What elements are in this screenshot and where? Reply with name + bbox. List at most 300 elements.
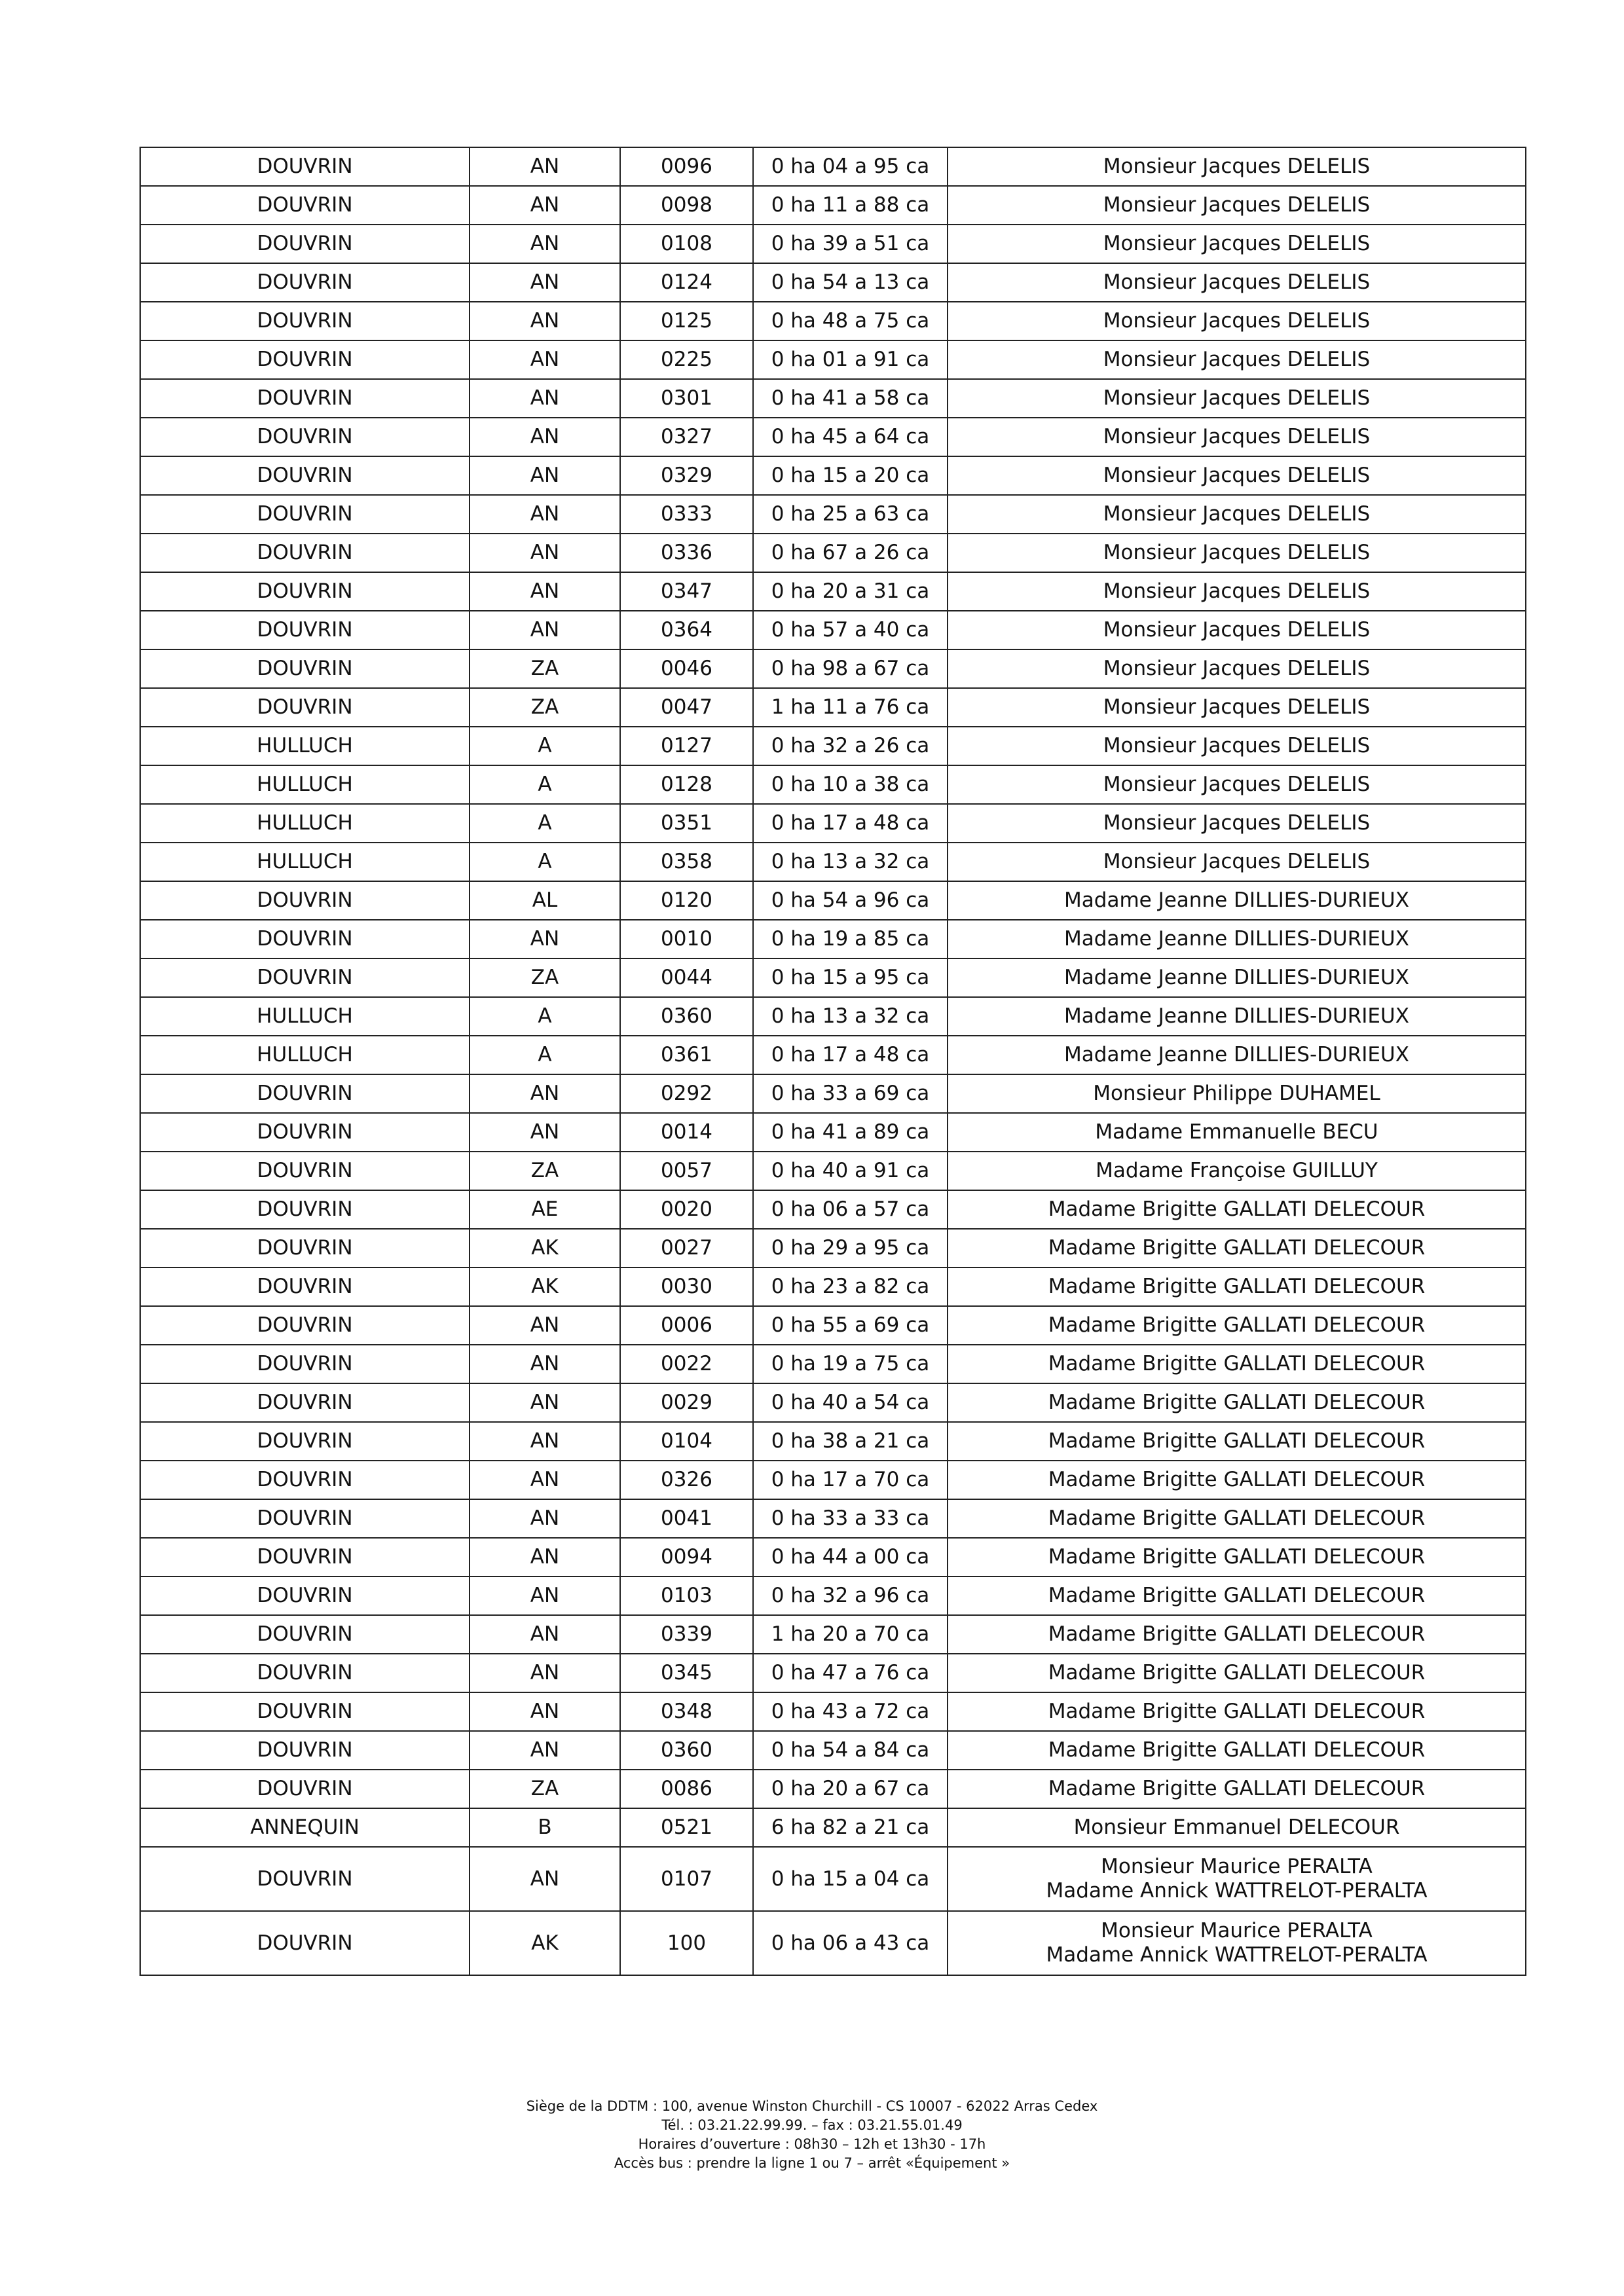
section-cell: AN	[470, 1422, 620, 1461]
surface-cell: 0 ha 39 a 51 ca	[753, 225, 948, 263]
table-row	[140, 572, 1526, 611]
owner-cell	[948, 688, 1526, 727]
owner-name: Madame Brigitte GALLATI DELECOUR	[1048, 1584, 1426, 1607]
owner-name: Madame Brigitte GALLATI DELECOUR	[1048, 1738, 1426, 1762]
table-row	[140, 1074, 1526, 1113]
commune-cell: DOUVRIN	[140, 920, 470, 958]
owner-name: Monsieur Jacques DELELIS	[1103, 386, 1371, 410]
owner-name: Madame Jeanne DILLIES-DURIEUX	[1064, 888, 1409, 912]
surface-cell: 0 ha 23 a 82 ca	[753, 1267, 948, 1306]
owner-cell	[948, 1808, 1526, 1847]
surface-cell: 0 ha 48 a 75 ca	[753, 302, 948, 340]
commune-cell: DOUVRIN	[140, 379, 470, 418]
owner-name: Madame Brigitte GALLATI DELECOUR	[1048, 1468, 1426, 1491]
commune-cell: DOUVRIN	[140, 1152, 470, 1190]
commune-cell: DOUVRIN	[140, 186, 470, 225]
commune-cell: DOUVRIN	[140, 572, 470, 611]
parcel-number-cell: 100	[620, 1911, 753, 1975]
owner-cell	[948, 1538, 1526, 1576]
commune-cell: DOUVRIN	[140, 418, 470, 456]
parcel-number-cell: 0120	[620, 881, 753, 920]
owner-name: Monsieur Jacques DELELIS	[1103, 657, 1371, 680]
section-cell: ZA	[470, 958, 620, 997]
parcel-number-cell: 0086	[620, 1770, 753, 1808]
owner-cell	[948, 997, 1526, 1036]
owner-name: Monsieur Jacques DELELIS	[1103, 425, 1371, 448]
section-cell: ZA	[470, 1152, 620, 1190]
table-row	[140, 1615, 1526, 1654]
parcel-number-cell: 0348	[620, 1692, 753, 1731]
footer-line: Accès bus : prendre la ligne 1 ou 7 – arrêt «Équipement »	[614, 2155, 1010, 2171]
surface-cell: 0 ha 20 a 31 ca	[753, 572, 948, 611]
table-row	[140, 302, 1526, 340]
owner-name: Monsieur Philippe DUHAMEL	[1093, 1082, 1380, 1105]
commune-cell: DOUVRIN	[140, 1461, 470, 1499]
parcel-number-cell: 0010	[620, 920, 753, 958]
owner-name: Madame Brigitte GALLATI DELECOUR	[1048, 1661, 1426, 1685]
table-row	[140, 958, 1526, 997]
parcel-number-cell: 0057	[620, 1152, 753, 1190]
owner-cell	[948, 920, 1526, 958]
commune-cell: DOUVRIN	[140, 1654, 470, 1692]
surface-cell: 0 ha 54 a 96 ca	[753, 881, 948, 920]
parcel-number-cell: 0360	[620, 1731, 753, 1770]
table-row	[140, 225, 1526, 263]
owner-name: Monsieur Jacques DELELIS	[1103, 618, 1371, 642]
owner-name: Madame Jeanne DILLIES-DURIEUX	[1064, 1043, 1409, 1066]
commune-cell: DOUVRIN	[140, 1615, 470, 1654]
section-cell: AN	[470, 340, 620, 379]
owner-name: Monsieur Jacques DELELIS	[1103, 811, 1371, 835]
owner-name: Monsieur Maurice PERALTA	[1101, 1919, 1373, 1942]
owner-name: Madame Brigitte GALLATI DELECOUR	[1048, 1391, 1426, 1414]
owner-name: Monsieur Jacques DELELIS	[1103, 541, 1371, 564]
table-row	[140, 534, 1526, 572]
surface-cell: 0 ha 15 a 20 ca	[753, 456, 948, 495]
commune-cell: DOUVRIN	[140, 302, 470, 340]
parcel-number-cell: 0047	[620, 688, 753, 727]
table-row	[140, 1113, 1526, 1152]
commune-cell: DOUVRIN	[140, 1306, 470, 1345]
owner-cell	[948, 1911, 1526, 1975]
surface-cell: 0 ha 15 a 95 ca	[753, 958, 948, 997]
commune-cell: DOUVRIN	[140, 1422, 470, 1461]
section-cell: A	[470, 765, 620, 804]
parcel-number-cell: 0096	[620, 147, 753, 186]
parcel-number-cell: 0127	[620, 727, 753, 765]
table-row	[140, 1229, 1526, 1267]
section-cell: AN	[470, 1383, 620, 1422]
parcel-number-cell: 0044	[620, 958, 753, 997]
owner-name: Madame Brigitte GALLATI DELECOUR	[1048, 1622, 1426, 1646]
owner-name: Monsieur Jacques DELELIS	[1103, 348, 1371, 371]
commune-cell: DOUVRIN	[140, 456, 470, 495]
owner-name: Madame Emmanuelle BECU	[1095, 1120, 1378, 1144]
parcel-number-cell: 0128	[620, 765, 753, 804]
table-row	[140, 186, 1526, 225]
owner-cell	[948, 881, 1526, 920]
parcel-number-cell: 0364	[620, 611, 753, 649]
surface-cell: 0 ha 54 a 84 ca	[753, 1731, 948, 1770]
parcel-number-cell: 0326	[620, 1461, 753, 1499]
table-row	[140, 495, 1526, 534]
owner-cell	[948, 456, 1526, 495]
surface-cell: 0 ha 38 a 21 ca	[753, 1422, 948, 1461]
table-row	[140, 1692, 1526, 1731]
section-cell: AN	[470, 1654, 620, 1692]
owner-cell	[948, 1113, 1526, 1152]
owner-cell	[948, 1654, 1526, 1692]
table-row	[140, 263, 1526, 302]
commune-cell: DOUVRIN	[140, 147, 470, 186]
commune-cell: DOUVRIN	[140, 1345, 470, 1383]
owner-name: Monsieur Emmanuel DELECOUR	[1073, 1815, 1400, 1839]
section-cell: AK	[470, 1267, 620, 1306]
section-cell: AN	[470, 456, 620, 495]
owner-name: Madame Jeanne DILLIES-DURIEUX	[1064, 1004, 1409, 1028]
parcel-number-cell: 0108	[620, 225, 753, 263]
owner-cell	[948, 495, 1526, 534]
commune-cell: DOUVRIN	[140, 1847, 470, 1911]
surface-cell: 0 ha 04 a 95 ca	[753, 147, 948, 186]
commune-cell: DOUVRIN	[140, 1692, 470, 1731]
owner-cell	[948, 1847, 1526, 1911]
owner-name: Monsieur Jacques DELELIS	[1103, 193, 1371, 217]
owner-name: Madame Brigitte GALLATI DELECOUR	[1048, 1429, 1426, 1453]
commune-cell: DOUVRIN	[140, 1229, 470, 1267]
owner-cell	[948, 1345, 1526, 1383]
commune-cell: DOUVRIN	[140, 1538, 470, 1576]
parcel-number-cell: 0022	[620, 1345, 753, 1383]
surface-cell: 0 ha 54 a 13 ca	[753, 263, 948, 302]
owner-name: Madame Brigitte GALLATI DELECOUR	[1048, 1313, 1426, 1337]
surface-cell: 0 ha 20 a 67 ca	[753, 1770, 948, 1808]
owner-cell	[948, 534, 1526, 572]
parcel-number-cell: 0327	[620, 418, 753, 456]
commune-cell: DOUVRIN	[140, 495, 470, 534]
section-cell: AN	[470, 263, 620, 302]
owner-name: Madame Brigitte GALLATI DELECOUR	[1048, 1545, 1426, 1569]
surface-cell: 0 ha 06 a 57 ca	[753, 1190, 948, 1229]
table-row	[140, 1911, 1526, 1975]
owner-cell	[948, 1267, 1526, 1306]
section-cell: AN	[470, 534, 620, 572]
owner-cell	[948, 1152, 1526, 1190]
commune-cell: DOUVRIN	[140, 611, 470, 649]
parcel-number-cell: 0336	[620, 534, 753, 572]
commune-cell: DOUVRIN	[140, 958, 470, 997]
table-row	[140, 1808, 1526, 1847]
table-row	[140, 1383, 1526, 1422]
commune-cell: HULLUCH	[140, 1036, 470, 1074]
owner-name: Monsieur Jacques DELELIS	[1103, 502, 1371, 526]
section-cell: A	[470, 727, 620, 765]
owner-name: Monsieur Jacques DELELIS	[1103, 850, 1371, 873]
owner-cell	[948, 340, 1526, 379]
section-cell: AN	[470, 611, 620, 649]
surface-cell: 0 ha 33 a 33 ca	[753, 1499, 948, 1538]
owner-cell	[948, 147, 1526, 186]
owner-cell	[948, 727, 1526, 765]
commune-cell: DOUVRIN	[140, 1074, 470, 1113]
parcel-number-cell: 0029	[620, 1383, 753, 1422]
owner-name: Madame Jeanne DILLIES-DURIEUX	[1064, 966, 1409, 989]
parcel-number-cell: 0329	[620, 456, 753, 495]
owner-name: Monsieur Jacques DELELIS	[1103, 579, 1371, 603]
commune-cell: HULLUCH	[140, 804, 470, 843]
owner-cell	[948, 1499, 1526, 1538]
owner-cell	[948, 225, 1526, 263]
surface-cell: 0 ha 17 a 70 ca	[753, 1461, 948, 1499]
table-row	[140, 1654, 1526, 1692]
owner-cell	[948, 302, 1526, 340]
owner-cell	[948, 1461, 1526, 1499]
parcel-number-cell: 0361	[620, 1036, 753, 1074]
table-row	[140, 765, 1526, 804]
section-cell: ZA	[470, 649, 620, 688]
parcel-number-cell: 0098	[620, 186, 753, 225]
commune-cell: ANNEQUIN	[140, 1808, 470, 1847]
parcel-table	[139, 147, 1526, 1976]
table-row	[140, 920, 1526, 958]
owner-cell	[948, 611, 1526, 649]
owner-name: Monsieur Jacques DELELIS	[1103, 155, 1371, 178]
surface-cell: 0 ha 43 a 72 ca	[753, 1692, 948, 1731]
section-cell: AN	[470, 1847, 620, 1911]
table-row	[140, 456, 1526, 495]
parcel-number-cell: 0125	[620, 302, 753, 340]
section-cell: AE	[470, 1190, 620, 1229]
owner-cell	[948, 1383, 1526, 1422]
surface-cell: 0 ha 13 a 32 ca	[753, 997, 948, 1036]
commune-cell: DOUVRIN	[140, 534, 470, 572]
section-cell: AN	[470, 1074, 620, 1113]
table-row	[140, 997, 1526, 1036]
commune-cell: DOUVRIN	[140, 1113, 470, 1152]
surface-cell: 0 ha 17 a 48 ca	[753, 804, 948, 843]
table-row	[140, 1499, 1526, 1538]
parcel-number-cell: 0347	[620, 572, 753, 611]
parcel-number-cell: 0094	[620, 1538, 753, 1576]
section-cell: AN	[470, 186, 620, 225]
owner-cell	[948, 379, 1526, 418]
surface-cell: 0 ha 41 a 58 ca	[753, 379, 948, 418]
owner-name: Monsieur Jacques DELELIS	[1103, 270, 1371, 294]
commune-cell: DOUVRIN	[140, 225, 470, 263]
owner-cell	[948, 1306, 1526, 1345]
footer-line: Siège de la DDTM : 100, avenue Winston Churchill - CS 10007 - 62022 Arras Cedex	[526, 2098, 1098, 2114]
commune-cell: DOUVRIN	[140, 1731, 470, 1770]
surface-cell: 0 ha 40 a 91 ca	[753, 1152, 948, 1190]
parcel-number-cell: 0521	[620, 1808, 753, 1847]
commune-cell: DOUVRIN	[140, 649, 470, 688]
owner-name: Madame Brigitte GALLATI DELECOUR	[1048, 1352, 1426, 1376]
owner-name: Madame Brigitte GALLATI DELECOUR	[1048, 1506, 1426, 1530]
table-row	[140, 1461, 1526, 1499]
owner-name: Monsieur Jacques DELELIS	[1103, 309, 1371, 333]
section-cell: AN	[470, 1306, 620, 1345]
owner-cell	[948, 418, 1526, 456]
owner-name: Madame Jeanne DILLIES-DURIEUX	[1064, 927, 1409, 951]
table-row	[140, 340, 1526, 379]
section-cell: B	[470, 1808, 620, 1847]
surface-cell: 0 ha 19 a 85 ca	[753, 920, 948, 958]
section-cell: AN	[470, 1538, 620, 1576]
owner-cell	[948, 649, 1526, 688]
parcel-number-cell: 0345	[620, 1654, 753, 1692]
section-cell: ZA	[470, 1770, 620, 1808]
section-cell: A	[470, 804, 620, 843]
owner-name: Monsieur Jacques DELELIS	[1103, 734, 1371, 757]
owner-cell	[948, 263, 1526, 302]
parcel-number-cell: 0020	[620, 1190, 753, 1229]
table-row	[140, 1576, 1526, 1615]
parcel-number-cell: 0339	[620, 1615, 753, 1654]
surface-cell: 0 ha 32 a 96 ca	[753, 1576, 948, 1615]
commune-cell: HULLUCH	[140, 997, 470, 1036]
owner-cell	[948, 1615, 1526, 1654]
parcel-number-cell: 0027	[620, 1229, 753, 1267]
owner-name: Monsieur Jacques DELELIS	[1103, 232, 1371, 255]
owner-name: Madame Françoise GUILLUY	[1096, 1159, 1378, 1182]
surface-cell: 0 ha 57 a 40 ca	[753, 611, 948, 649]
table-row	[140, 1345, 1526, 1383]
parcel-number-cell: 0351	[620, 804, 753, 843]
commune-cell: DOUVRIN	[140, 1499, 470, 1538]
table-row	[140, 1036, 1526, 1074]
section-cell: AN	[470, 418, 620, 456]
parcel-number-cell: 0104	[620, 1422, 753, 1461]
surface-cell: 0 ha 11 a 88 ca	[753, 186, 948, 225]
section-cell: AN	[470, 1615, 620, 1654]
owner-cell	[948, 804, 1526, 843]
section-cell: AN	[470, 1731, 620, 1770]
surface-cell: 0 ha 25 a 63 ca	[753, 495, 948, 534]
section-cell: AN	[470, 1113, 620, 1152]
surface-cell: 1 ha 20 a 70 ca	[753, 1615, 948, 1654]
table-row	[140, 1422, 1526, 1461]
owner-name: Madame Brigitte GALLATI DELECOUR	[1048, 1777, 1426, 1800]
parcel-number-cell: 0014	[620, 1113, 753, 1152]
surface-cell: 0 ha 10 a 38 ca	[753, 765, 948, 804]
parcel-number-cell: 0301	[620, 379, 753, 418]
table-row	[140, 1306, 1526, 1345]
commune-cell: DOUVRIN	[140, 263, 470, 302]
owner-name: Madame Brigitte GALLATI DELECOUR	[1048, 1275, 1426, 1298]
parcel-number-cell: 0041	[620, 1499, 753, 1538]
surface-cell: 0 ha 55 a 69 ca	[753, 1306, 948, 1345]
table-row	[140, 1267, 1526, 1306]
table-row	[140, 418, 1526, 456]
parcel-number-cell: 0124	[620, 263, 753, 302]
table-row	[140, 1731, 1526, 1770]
owner-name: Monsieur Jacques DELELIS	[1103, 464, 1371, 487]
section-cell: AN	[470, 920, 620, 958]
section-cell: A	[470, 997, 620, 1036]
commune-cell: DOUVRIN	[140, 881, 470, 920]
table-row	[140, 688, 1526, 727]
commune-cell: DOUVRIN	[140, 1576, 470, 1615]
section-cell: AK	[470, 1229, 620, 1267]
owner-cell	[948, 843, 1526, 881]
parcel-table-body	[140, 147, 1526, 1975]
section-cell: AN	[470, 495, 620, 534]
surface-cell: 0 ha 01 a 91 ca	[753, 340, 948, 379]
table-row	[140, 147, 1526, 186]
owner-cell	[948, 1692, 1526, 1731]
surface-cell: 0 ha 17 a 48 ca	[753, 1036, 948, 1074]
table-row	[140, 804, 1526, 843]
table-row	[140, 1190, 1526, 1229]
section-cell: AN	[470, 147, 620, 186]
table-row	[140, 1152, 1526, 1190]
surface-cell: 0 ha 29 a 95 ca	[753, 1229, 948, 1267]
commune-cell: DOUVRIN	[140, 1911, 470, 1975]
owner-cell	[948, 572, 1526, 611]
parcel-number-cell: 0333	[620, 495, 753, 534]
surface-cell: 0 ha 06 a 43 ca	[753, 1911, 948, 1975]
surface-cell: 1 ha 11 a 76 ca	[753, 688, 948, 727]
owner-name: Madame Brigitte GALLATI DELECOUR	[1048, 1700, 1426, 1723]
owner-name: Madame Annick WATTRELOT-PERALTA	[1046, 1879, 1428, 1903]
parcel-number-cell: 0103	[620, 1576, 753, 1615]
owner-name: Monsieur Jacques DELELIS	[1103, 773, 1371, 796]
commune-cell: HULLUCH	[140, 843, 470, 881]
commune-cell: DOUVRIN	[140, 340, 470, 379]
parcel-number-cell: 0046	[620, 649, 753, 688]
owner-cell	[948, 1190, 1526, 1229]
section-cell: AL	[470, 881, 620, 920]
owner-cell	[948, 1036, 1526, 1074]
surface-cell: 0 ha 67 a 26 ca	[753, 534, 948, 572]
owner-cell	[948, 186, 1526, 225]
commune-cell: DOUVRIN	[140, 1267, 470, 1306]
owner-name: Madame Brigitte GALLATI DELECOUR	[1048, 1197, 1426, 1221]
parcel-number-cell: 0006	[620, 1306, 753, 1345]
owner-name: Madame Brigitte GALLATI DELECOUR	[1048, 1236, 1426, 1260]
commune-cell: HULLUCH	[140, 727, 470, 765]
surface-cell: 6 ha 82 a 21 ca	[753, 1808, 948, 1847]
table-row	[140, 649, 1526, 688]
commune-cell: DOUVRIN	[140, 1190, 470, 1229]
commune-cell: HULLUCH	[140, 765, 470, 804]
section-cell: AN	[470, 1345, 620, 1383]
section-cell: AN	[470, 1692, 620, 1731]
owner-cell	[948, 1770, 1526, 1808]
owner-name: Monsieur Jacques DELELIS	[1103, 695, 1371, 719]
surface-cell: 0 ha 40 a 54 ca	[753, 1383, 948, 1422]
owner-cell	[948, 1576, 1526, 1615]
page-footer	[0, 2097, 1624, 2173]
parcel-number-cell: 0360	[620, 997, 753, 1036]
table-row	[140, 727, 1526, 765]
section-cell: AN	[470, 572, 620, 611]
table-row	[140, 1847, 1526, 1911]
footer-line: Tél. : 03.21.22.99.99. – fax : 03.21.55.01.49	[661, 2117, 963, 2133]
owner-cell	[948, 958, 1526, 997]
section-cell: AN	[470, 1499, 620, 1538]
surface-cell: 0 ha 44 a 00 ca	[753, 1538, 948, 1576]
section-cell: AN	[470, 302, 620, 340]
owner-name: Monsieur Maurice PERALTA	[1101, 1855, 1373, 1878]
parcel-number-cell: 0030	[620, 1267, 753, 1306]
table-row	[140, 843, 1526, 881]
section-cell: AN	[470, 225, 620, 263]
table-row	[140, 1770, 1526, 1808]
owner-cell	[948, 1074, 1526, 1113]
table-row	[140, 379, 1526, 418]
owner-cell	[948, 1731, 1526, 1770]
